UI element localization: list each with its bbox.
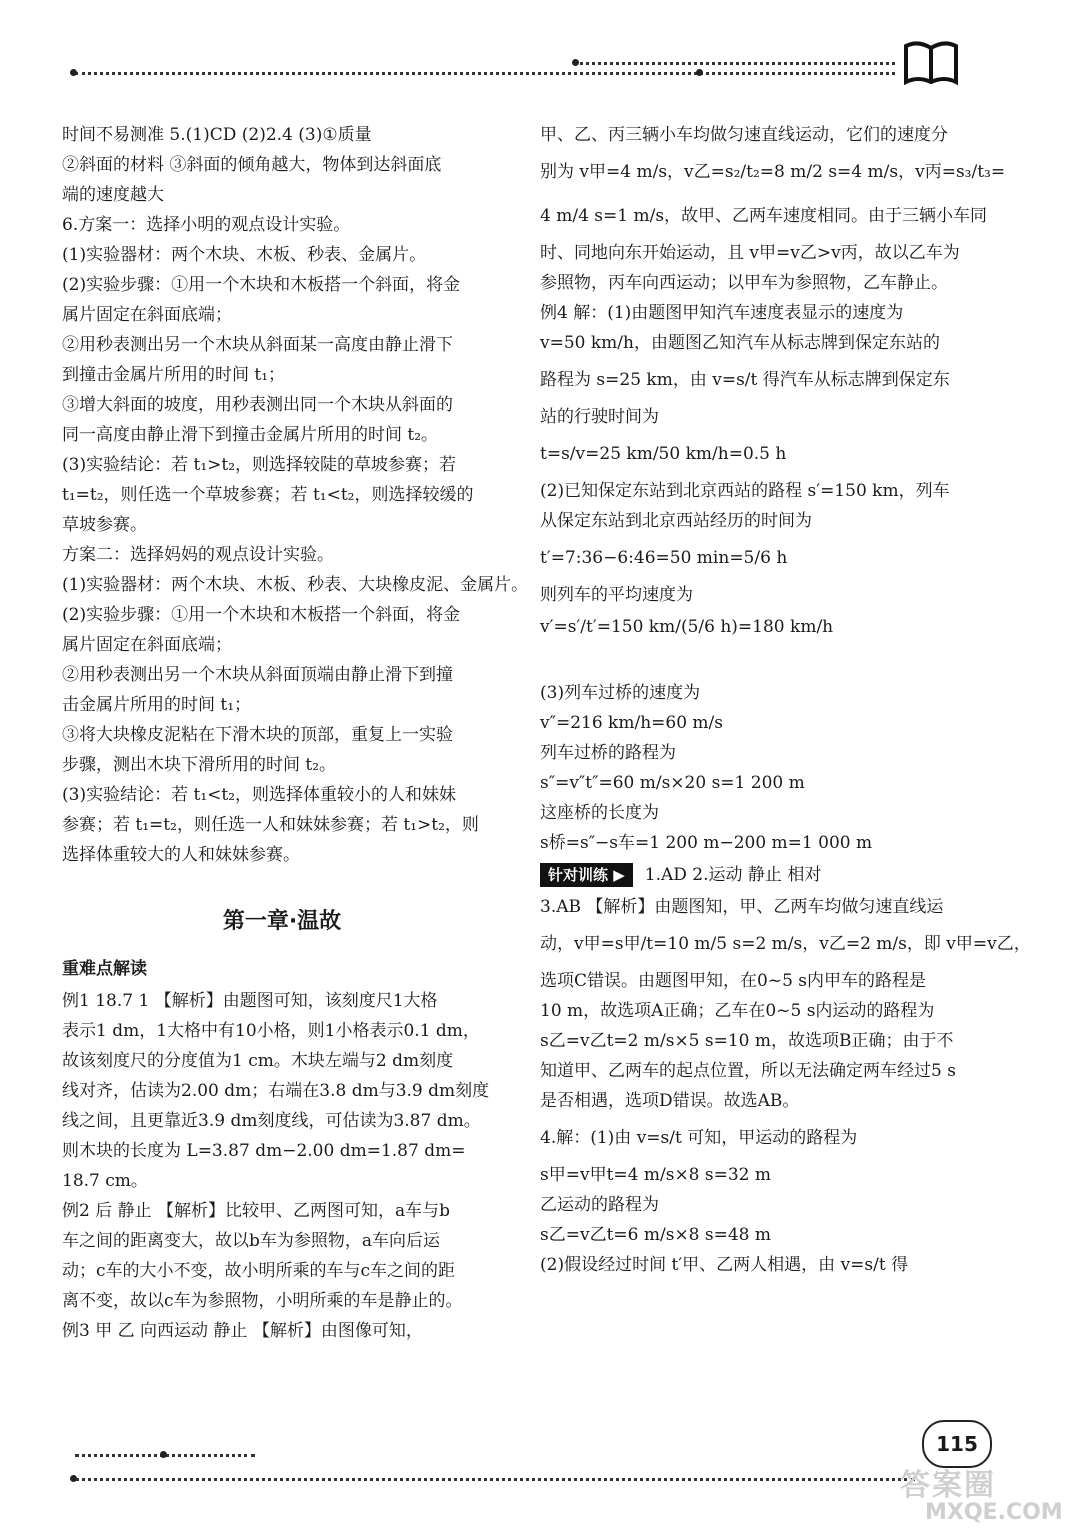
text-line: 路程为 s=25 km，由 v=s/t 得汽车从标志牌到保定东 xyxy=(540,370,950,390)
text-line: 例3 甲 乙 向西运动 静止 【解析】由图像可知， xyxy=(62,1321,423,1341)
text-line: 动；c车的大小不变，故小明所乘的车与c车之间的距 xyxy=(62,1261,456,1281)
text-line: ③增大斜面的坡度，用秒表测出同一个木块从斜面的 xyxy=(62,395,453,415)
training-tag: 针对训练 ▶ xyxy=(540,863,633,887)
footer-dotted-rule xyxy=(75,1478,915,1481)
text-line: 则木块的长度为 L=3.87 dm−2.00 dm=1.87 dm= xyxy=(62,1141,466,1161)
text-line: 知道甲、乙两车的起点位置，所以无法确定两车经过5 s xyxy=(540,1061,956,1081)
formula-line: s乙=v乙t=6 m/s×8 s=48 m xyxy=(540,1225,772,1245)
text-line: 例1 18.7 1 【解析】由题图可知，该刻度尺1大格 xyxy=(62,991,438,1011)
footer-dot xyxy=(160,1451,167,1458)
text-line: (2)假设经过时间 t′甲、乙两人相遇，由 v=s/t 得 xyxy=(540,1255,909,1275)
formula-line: s桥=s″−s车=1 200 m−200 m=1 000 m xyxy=(540,833,873,853)
text-line: (3)列车过桥的速度为 xyxy=(540,683,701,703)
text-line: 甲、乙、丙三辆小车均做匀速直线运动，它们的速度分 xyxy=(540,125,948,145)
text-line: v=50 km/h，由题图乙知汽车从标志牌到保定东站的 xyxy=(540,333,940,353)
formula-line: s″=v″t″=60 m/s×20 s=1 200 m xyxy=(540,773,805,793)
text-line: 击金属片所用的时间 t₁； xyxy=(62,695,252,715)
text-line: ②用秒表测出另一个木块从斜面某一高度由静止滑下 xyxy=(62,335,453,355)
text-line: 18.7 cm。 xyxy=(62,1171,148,1191)
footer-dot xyxy=(70,1475,77,1482)
watermark-url: MXQE.COM xyxy=(925,1500,1063,1525)
formula-line: v′=s′/t′=150 km/(5/6 h)=180 km/h xyxy=(540,617,834,637)
text-line: (2)实验步骤：①用一个木块和木板搭一个斜面，将金 xyxy=(62,605,461,625)
formula-line: s甲=v甲t=4 m/s×8 s=32 m xyxy=(540,1165,772,1185)
text-line: 线之间，且更靠近3.9 dm刻度线，可估读为3.87 dm。 xyxy=(62,1111,481,1131)
text-line: 选项C错误。由题图甲知，在0~5 s内甲车的路程是 xyxy=(540,971,927,991)
chapter-title: 第一章·温故 xyxy=(222,909,342,934)
text-line: ②用秒表测出另一个木块从斜面顶端由静止滑下到撞 xyxy=(62,665,453,685)
text-line: 3.AB 【解析】由题图知，甲、乙两车均做匀速直线运 xyxy=(540,897,944,917)
text-line: 例4 解：(1)由题图甲知汽车速度表显示的速度为 xyxy=(540,303,904,323)
text-line: 参赛；若 t₁=t₂，则任选一人和妹妹参赛；若 t₁>t₂，则 xyxy=(62,815,479,835)
text-line: 这座桥的长度为 xyxy=(540,803,659,823)
formula-line: t=s/v=25 km/50 km/h=0.5 h xyxy=(540,444,787,464)
text-line: 属片固定在斜面底端； xyxy=(62,635,232,655)
left-column xyxy=(62,120,529,1346)
text-line: 4 m/4 s=1 m/s，故甲、乙两车速度相同。由于三辆小车同 xyxy=(540,206,988,226)
text-line: 选择体重较大的人和妹妹参赛。 xyxy=(62,845,300,865)
text-line: 表示1 dm，1大格中有10小格，则1小格表示0.1 dm， xyxy=(62,1021,480,1041)
text-line: 离不变，故以c车为参照物，小明所乘的车是静止的。 xyxy=(62,1291,463,1311)
text-line: 车之间的距离变大，故以b车为参照物，a车向后运 xyxy=(62,1231,441,1251)
header-dot xyxy=(572,59,579,66)
text-line: 方案二：选择妈妈的观点设计实验。 xyxy=(62,545,334,565)
text-line: 线对齐，估读为2.00 dm；右端在3.8 dm与3.9 dm刻度 xyxy=(62,1081,490,1101)
text-line: ③将大块橡皮泥粘在下滑木块的顶部，重复上一实验 xyxy=(62,725,453,745)
text-line: 10 m，故选项A正确；乙车在0~5 s内运动的路程为 xyxy=(540,1001,935,1021)
right-column xyxy=(540,120,1031,1280)
watermark-logo: 答案圈 xyxy=(900,1468,996,1503)
text-line: 同一高度由静止滑下到撞击金属片所用的时间 t₂。 xyxy=(62,425,439,445)
text-line: 参照物，丙车向西运动；以甲车为参照物，乙车静止。 xyxy=(540,273,948,293)
text-line: s乙=v乙t=2 m/s×5 s=10 m，故选项B正确；由于不 xyxy=(540,1031,954,1051)
text-line: 故该刻度尺的分度值为1 cm。木块左端与2 dm刻度 xyxy=(62,1051,454,1071)
page-number: 115 xyxy=(922,1420,992,1468)
text-line: 时、同地向东开始运动，且 v甲=v乙>v丙，故以乙车为 xyxy=(540,243,960,263)
header-dotted-rule xyxy=(75,72,895,75)
text-line: 步骤，测出木块下滑所用的时间 t₂。 xyxy=(62,755,337,775)
text-line: 属片固定在斜面底端； xyxy=(62,305,232,325)
training-line xyxy=(540,858,980,892)
text-line: 到撞击金属片所用的时间 t₁； xyxy=(62,365,286,385)
text-line: (2)实验步骤：①用一个木块和木板搭一个斜面，将金 xyxy=(62,275,461,295)
text-line: 例2 后 静止 【解析】比较甲、乙两图可知，a车与b xyxy=(62,1201,451,1221)
formula-line: v″=216 km/h=60 m/s xyxy=(540,713,723,733)
header-dot xyxy=(70,69,77,76)
text-line: 端的速度越大 xyxy=(62,185,164,205)
text-line: 动，v甲=s甲/t=10 m/5 s=2 m/s，v乙=2 m/s，即 v甲=v乙， xyxy=(540,934,1031,954)
text-line: t₁=t₂，则任选一个草坡参赛；若 t₁<t₂，则选择较缓的 xyxy=(62,485,474,505)
text-line: 别为 v甲=4 m/s，v乙=s₂/t₂=8 m/2 s=4 m/s，v丙=s₃/t₃= xyxy=(540,162,1006,182)
text-line: 是否相遇，选项D错误。故选AB。 xyxy=(540,1091,800,1111)
training-answers: 1.AD 2.运动 静止 相对 xyxy=(644,865,822,885)
text-line: 站的行驶时间为 xyxy=(540,407,659,427)
text-line: 乙运动的路程为 xyxy=(540,1195,659,1215)
formula-line: t′=7:36−6:46=50 min=5/6 h xyxy=(540,548,788,568)
text-line: 4.解：(1)由 v=s/t 可知，甲运动的路程为 xyxy=(540,1128,858,1148)
header-dot xyxy=(696,69,703,76)
text-line: (2)已知保定东站到北京西站的路程 s′=150 km，列车 xyxy=(540,481,950,501)
text-line: 时间不易测准 5.(1)CD (2)2.4 (3)①质量 xyxy=(62,125,372,145)
section-title: 重难点解读 xyxy=(62,959,147,979)
header-dotted-rule-upper xyxy=(575,62,895,65)
text-line: ②斜面的材料 ③斜面的倾角越大，物体到达斜面底 xyxy=(62,155,442,175)
text-line: 从保定东站到北京西站经历的时间为 xyxy=(540,511,812,531)
text-line: (1)实验器材：两个木块、木板、秒表、大块橡皮泥、金属片。 xyxy=(62,575,529,595)
text-line: 草坡参赛。 xyxy=(62,515,147,535)
text-line: 列车过桥的路程为 xyxy=(540,743,676,763)
text-line: 则列车的平均速度为 xyxy=(540,585,693,605)
text-line: (1)实验器材：两个木块、木板、秒表、金属片。 xyxy=(62,245,427,265)
text-line: (3)实验结论：若 t₁<t₂，则选择体重较小的人和妹妹 xyxy=(62,785,457,805)
text-line: (3)实验结论：若 t₁>t₂，则选择较陡的草坡参赛；若 xyxy=(62,455,457,475)
book-icon xyxy=(902,38,960,86)
text-line: 6.方案一：选择小明的观点设计实验。 xyxy=(62,215,351,235)
